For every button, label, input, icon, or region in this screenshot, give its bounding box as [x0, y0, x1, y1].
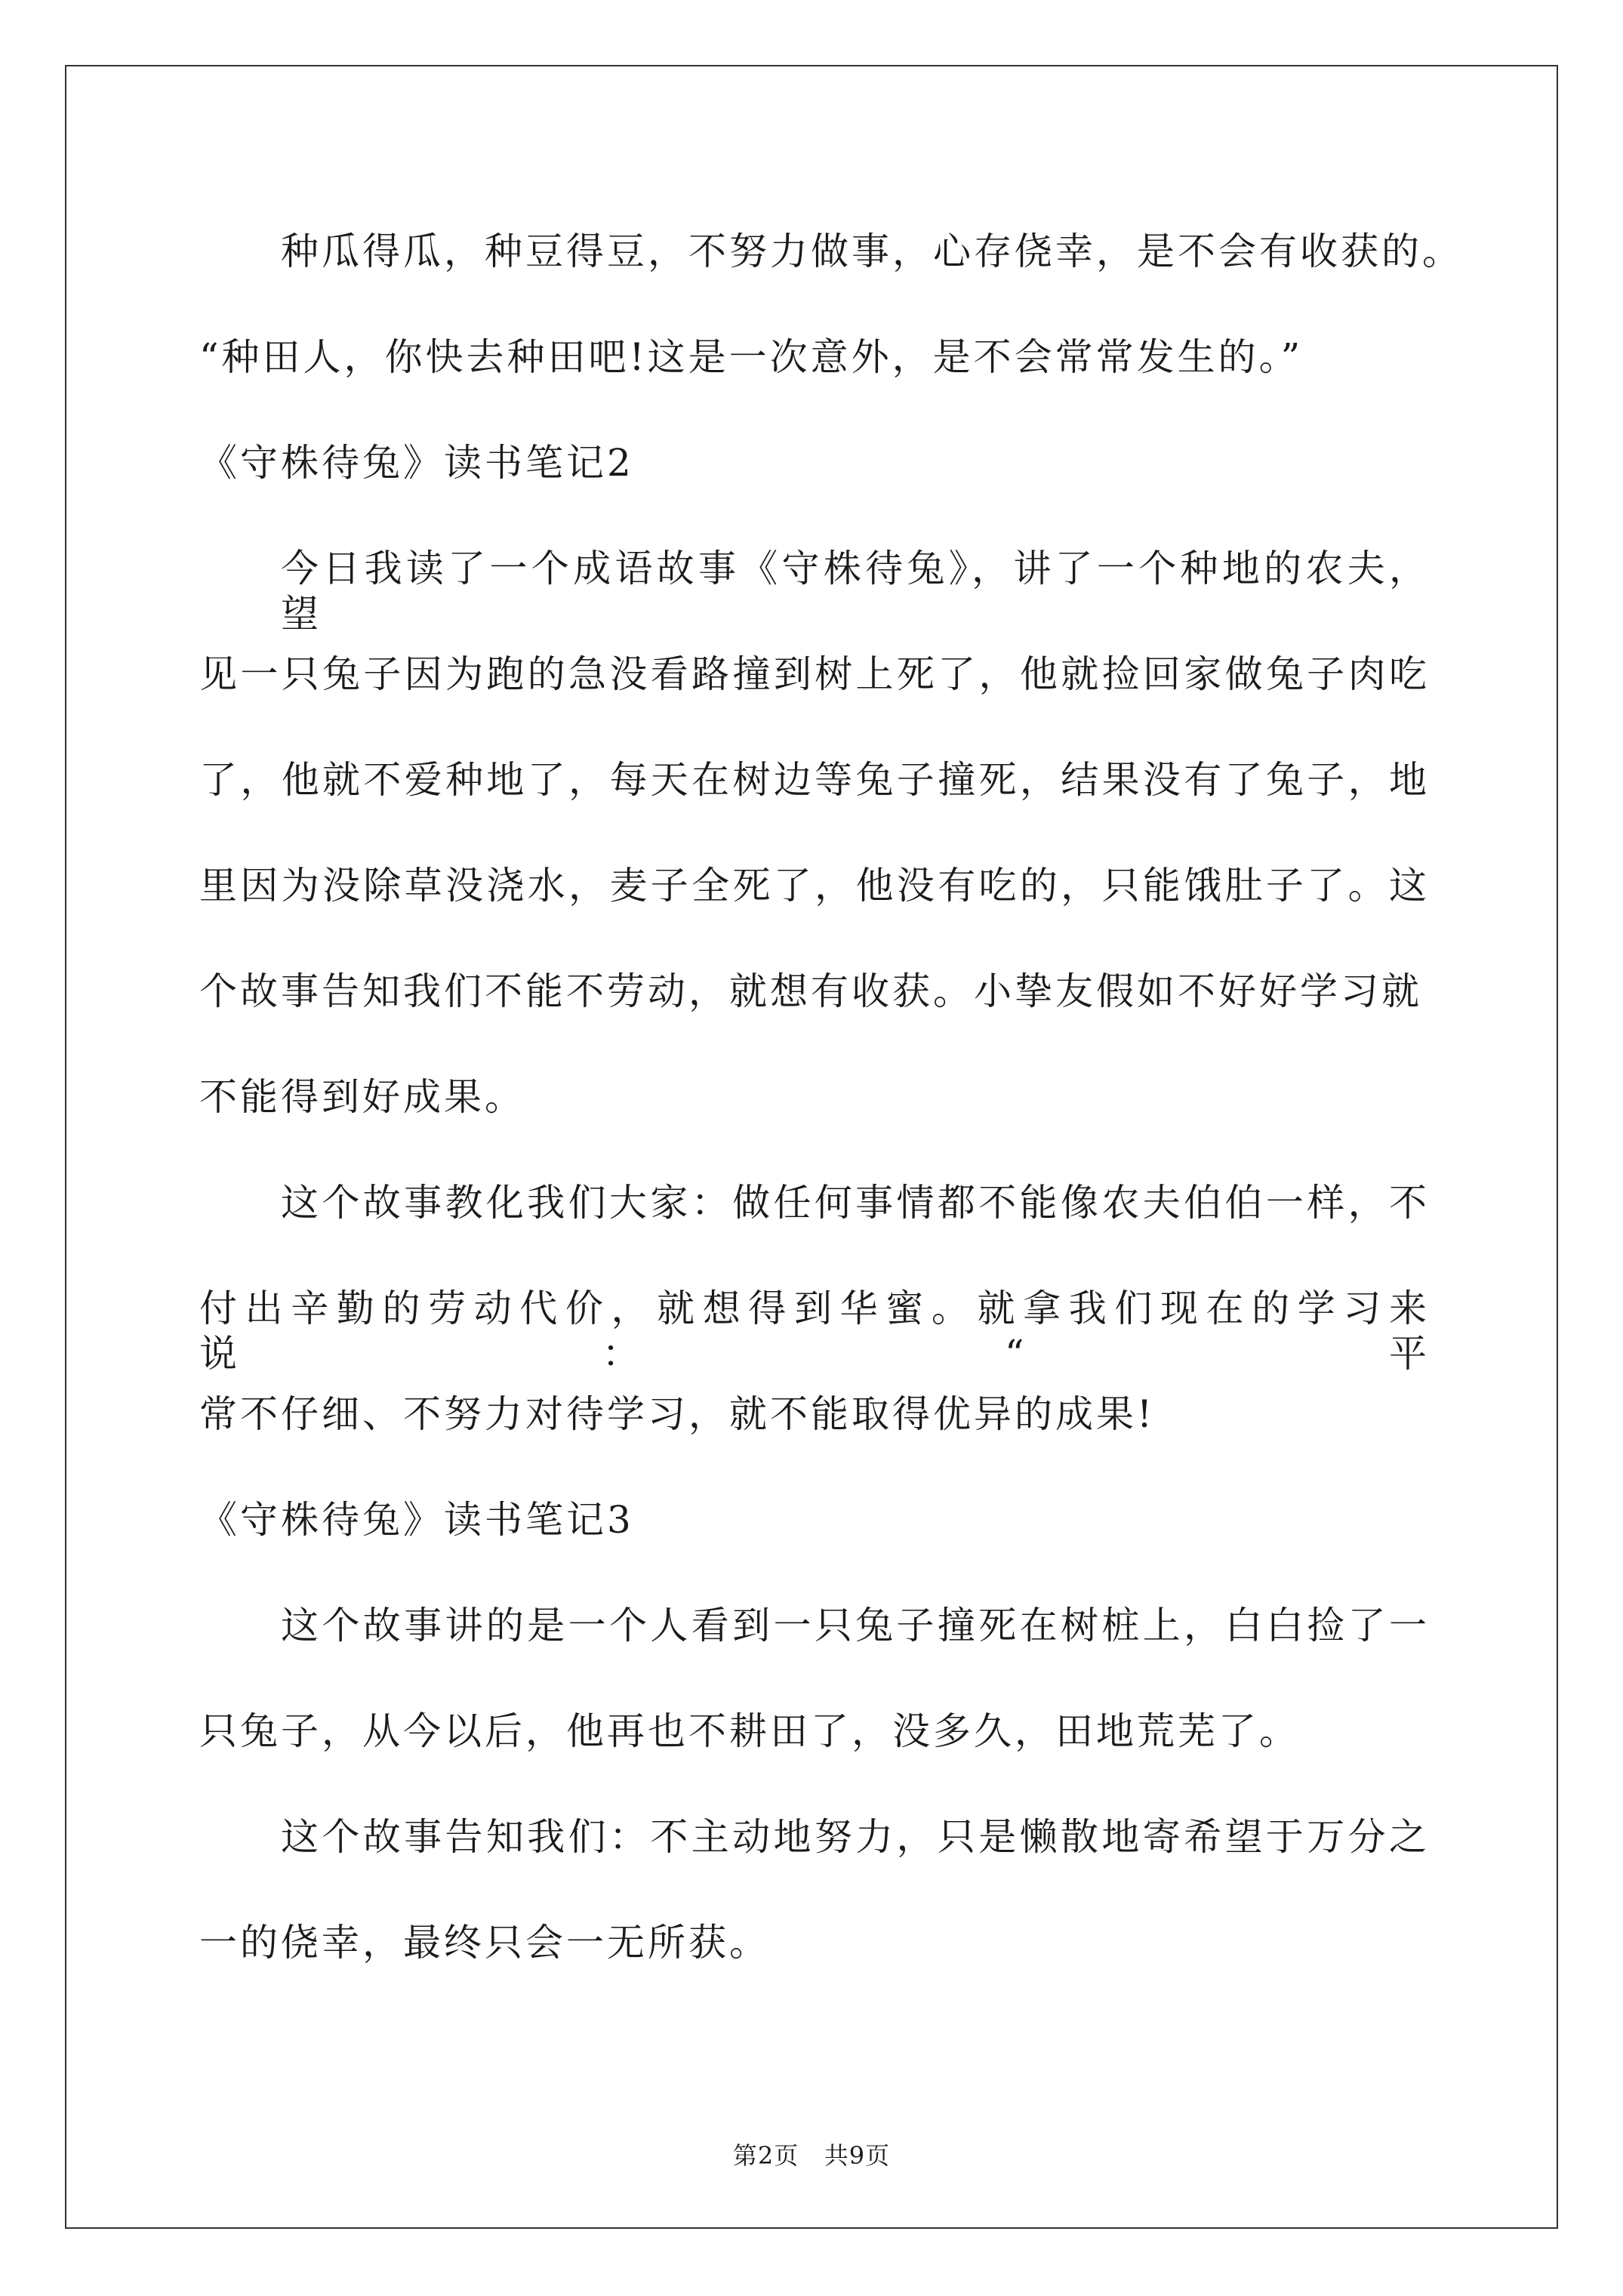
page-number: 第2页 [732, 2141, 799, 2170]
paragraph-line: “种田人，你快去种田吧!这是一次意外，是不会常常发生的。” [199, 335, 1304, 379]
paragraph-line: 了，他就不爱种地了，每天在树边等兔子撞死，结果没有了兔子，地 [199, 758, 1430, 802]
paragraph-line: 一的侥幸，最终只会一无所获。 [199, 1921, 770, 1965]
section-heading: 《守株待兔》读书笔记3 [199, 1498, 634, 1542]
paragraph-line: 里因为没除草没浇水，麦子全死了，他没有吃的，只能饿肚子了。这 [199, 864, 1430, 908]
paragraph-line: 种瓜得瓜，种豆得豆，不努力做事，心存侥幸，是不会有收获的。 [281, 230, 1463, 273]
paragraph-line: 见一只兔子因为跑的急没看路撞到树上死了，他就捡回家做兔子肉吃 [199, 652, 1430, 696]
paragraph-line: 今日我读了一个成语故事《守株待兔》，讲了一个种地的农夫，望 [281, 547, 1430, 636]
paragraph-line: 只兔子，从今以后，他再也不耕田了，没多久，田地荒芜了。 [199, 1709, 1300, 1753]
paragraph-line: 付出辛勤的劳动代价，就想得到华蜜。就拿我们现在的学习来说：“平 [199, 1287, 1430, 1376]
page-border [65, 65, 1558, 2229]
paragraph-line: 常不仔细、不努力对待学习，就不能取得优异的成果! [199, 1392, 1156, 1436]
page-total: 共9页 [824, 2141, 891, 2170]
page-footer [0, 2140, 1623, 2171]
paragraph-line: 这个故事讲的是一个人看到一只兔子撞死在树桩上，白白捡了一 [281, 1604, 1430, 1647]
paragraph-line: 这个故事教化我们大家：做任何事情都不能像农夫伯伯一样，不 [281, 1181, 1430, 1225]
paragraph-line: 个故事告知我们不能不劳动，就想有收获。小挚友假如不好好学习就 [199, 969, 1422, 1013]
footer-gap [799, 2141, 824, 2170]
paragraph-line: 不能得到好成果。 [199, 1075, 525, 1119]
section-heading: 《守株待兔》读书笔记2 [199, 441, 634, 485]
paragraph-line: 这个故事告知我们：不主动地努力，只是懒散地寄希望于万分之 [281, 1815, 1430, 1859]
